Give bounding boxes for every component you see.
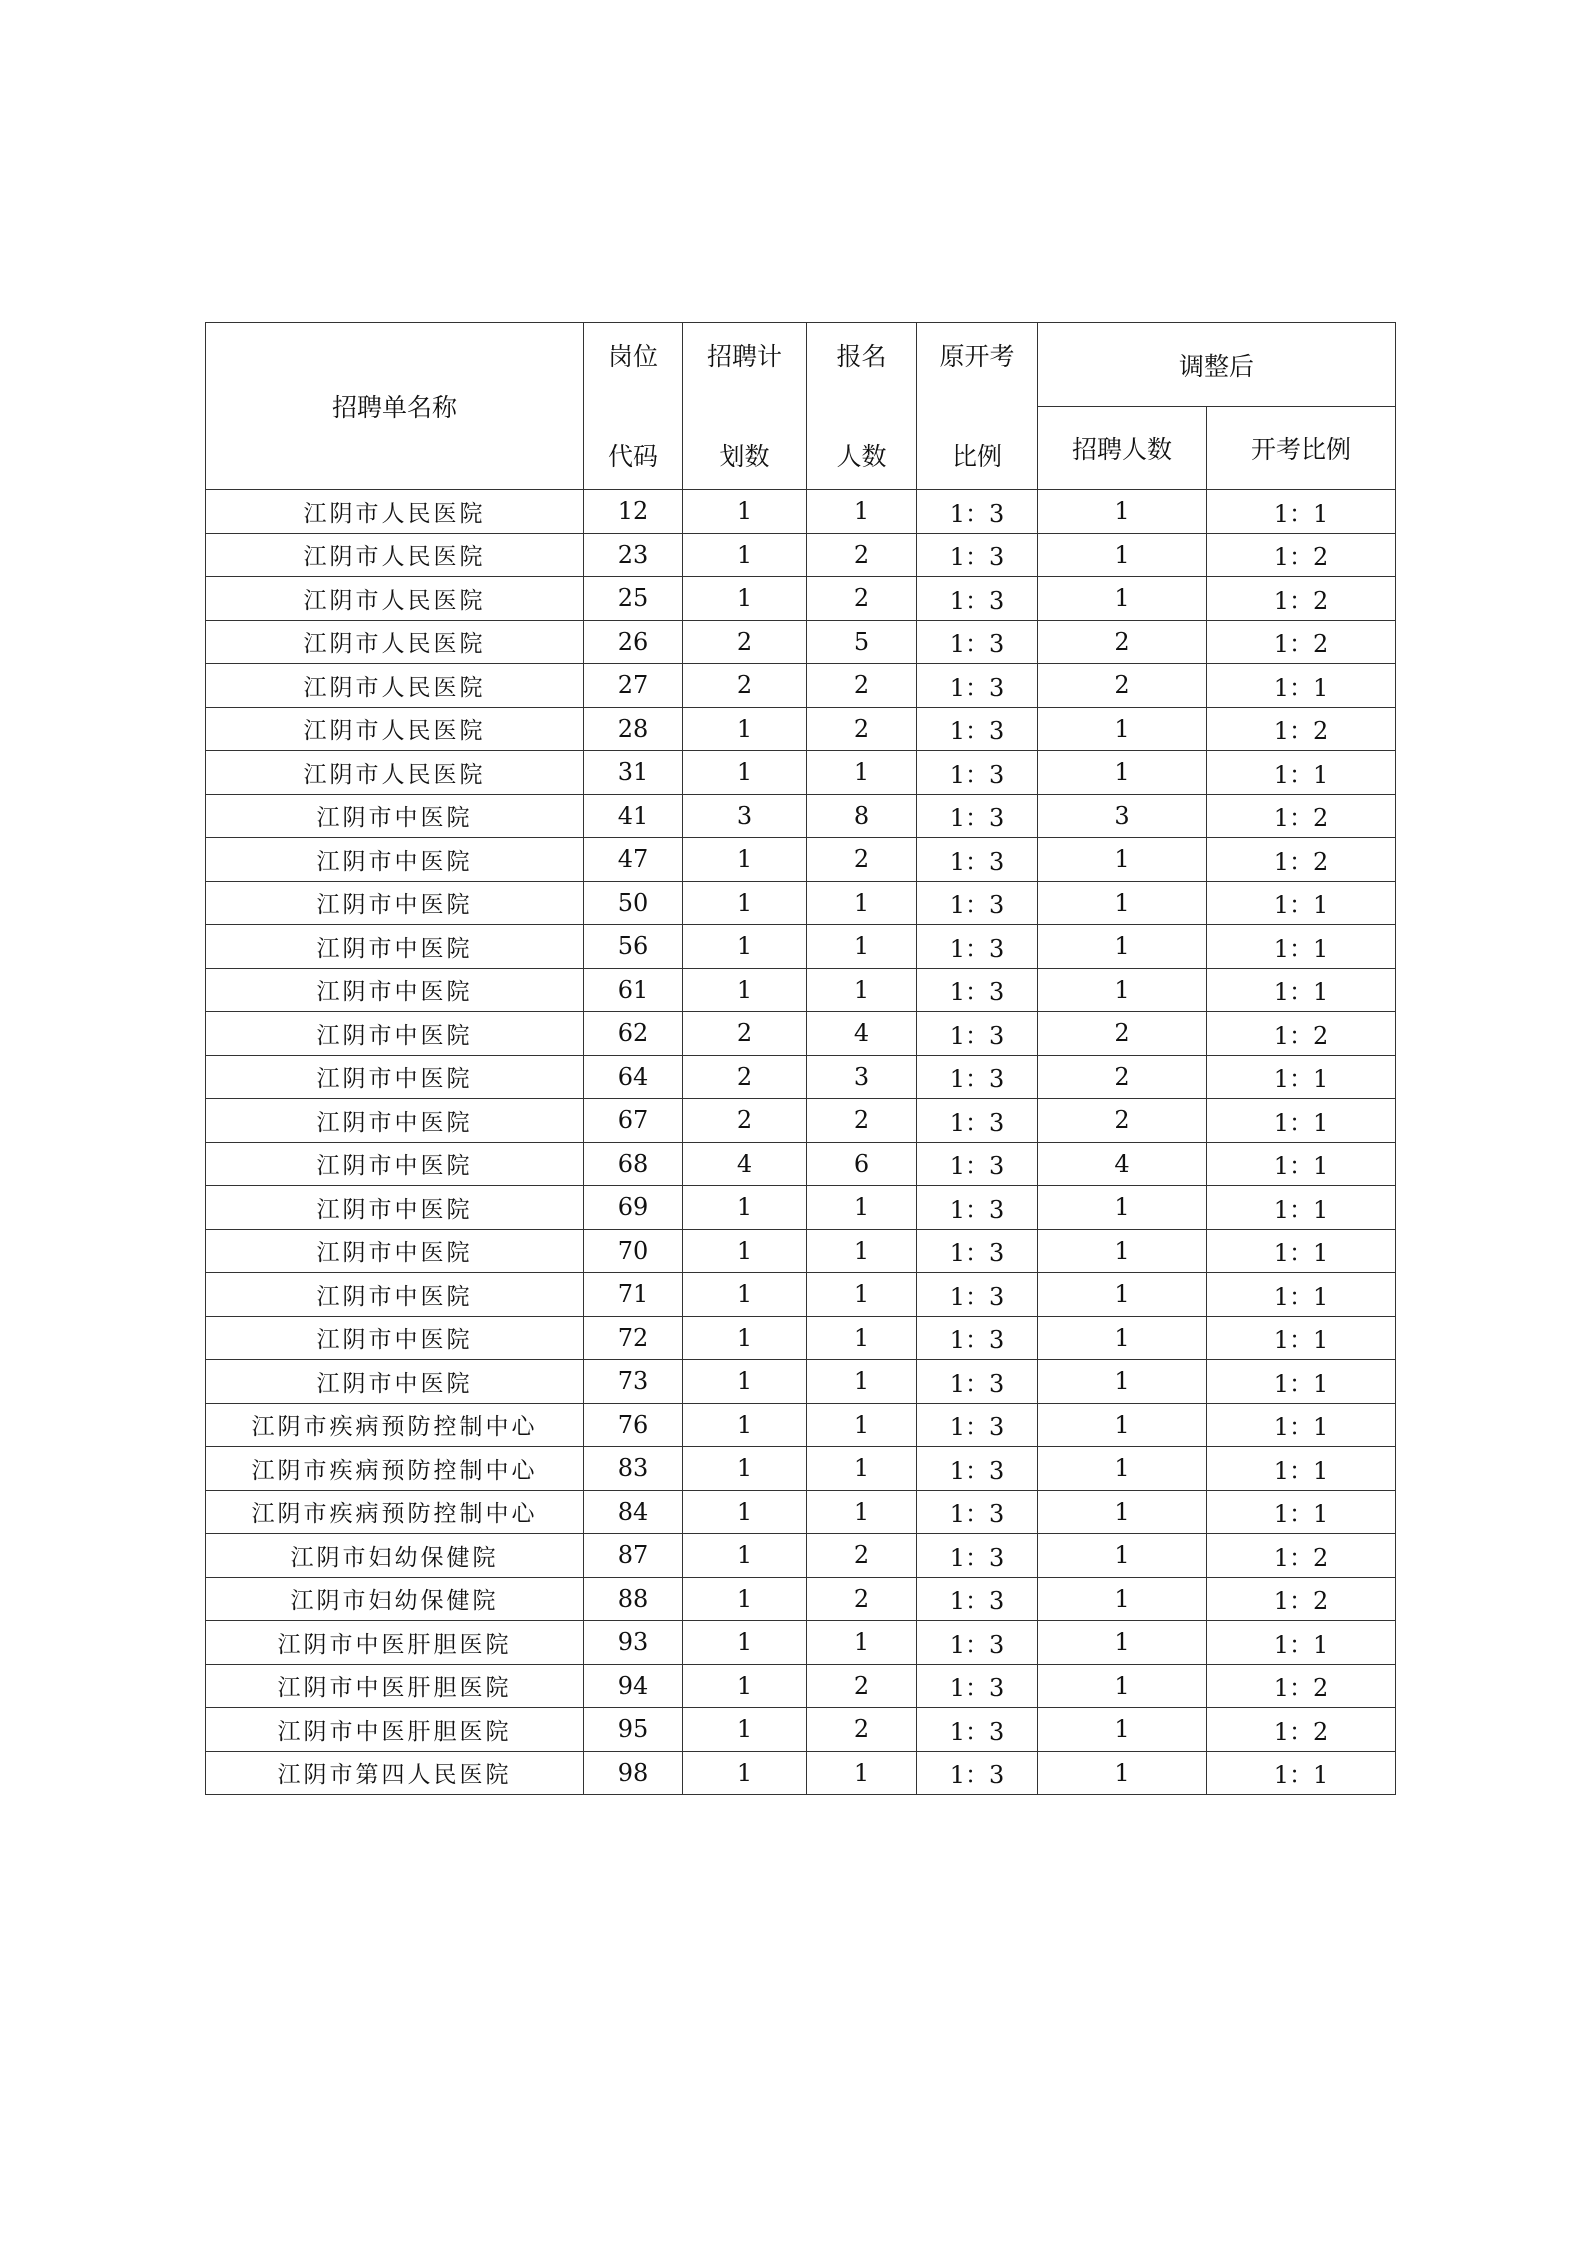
cell-plan: 1	[683, 1664, 807, 1708]
cell-original-ratio: 1：3	[917, 533, 1038, 577]
cell-adjusted-ratio: 1：1	[1207, 1751, 1396, 1795]
header-plan	[683, 323, 807, 490]
cell-original-ratio: 1：3	[917, 1099, 1038, 1143]
cell-adjusted-count: 1	[1038, 1708, 1207, 1752]
cell-plan: 2	[683, 1099, 807, 1143]
cell-applicants: 2	[807, 533, 917, 577]
cell-plan: 2	[683, 1055, 807, 1099]
table-row	[206, 707, 1396, 751]
cell-plan: 1	[683, 1490, 807, 1534]
cell-adjusted-count: 1	[1038, 1229, 1207, 1273]
table-row	[206, 1751, 1396, 1795]
cell-plan: 1	[683, 490, 807, 534]
table-row	[206, 1708, 1396, 1752]
header-adjusted: 调整后	[1038, 323, 1396, 407]
cell-adjusted-ratio: 1：2	[1207, 1664, 1396, 1708]
table-row	[206, 1490, 1396, 1534]
cell-adjusted-count: 1	[1038, 1186, 1207, 1230]
cell-adjusted-count: 1	[1038, 1490, 1207, 1534]
cell-original-ratio: 1：3	[917, 1664, 1038, 1708]
cell-adjusted-ratio: 1：1	[1207, 1142, 1396, 1186]
cell-post-code: 95	[584, 1708, 683, 1752]
cell-adjusted-count: 1	[1038, 1534, 1207, 1578]
cell-unit-name: 江阴市中医院	[206, 1099, 584, 1143]
header-applicants	[807, 323, 917, 490]
table-row	[206, 1577, 1396, 1621]
cell-post-code: 31	[584, 751, 683, 795]
table-row	[206, 1099, 1396, 1143]
cell-original-ratio: 1：3	[917, 794, 1038, 838]
cell-plan: 3	[683, 794, 807, 838]
cell-post-code: 61	[584, 968, 683, 1012]
cell-original-ratio: 1：3	[917, 1577, 1038, 1621]
cell-original-ratio: 1：3	[917, 1490, 1038, 1534]
cell-applicants: 1	[807, 1360, 917, 1404]
cell-plan: 1	[683, 1447, 807, 1491]
cell-applicants: 2	[807, 838, 917, 882]
cell-original-ratio: 1：3	[917, 1142, 1038, 1186]
cell-unit-name: 江阴市人民医院	[206, 620, 584, 664]
cell-post-code: 94	[584, 1664, 683, 1708]
cell-applicants: 1	[807, 490, 917, 534]
cell-plan: 4	[683, 1142, 807, 1186]
cell-unit-name: 江阴市中医院	[206, 1229, 584, 1273]
cell-original-ratio: 1：3	[917, 1186, 1038, 1230]
cell-original-ratio: 1：3	[917, 490, 1038, 534]
cell-plan: 2	[683, 1012, 807, 1056]
cell-plan: 1	[683, 751, 807, 795]
cell-adjusted-ratio: 1：1	[1207, 1403, 1396, 1447]
table-row	[206, 1186, 1396, 1230]
cell-post-code: 41	[584, 794, 683, 838]
cell-applicants: 2	[807, 1534, 917, 1578]
cell-adjusted-count: 1	[1038, 1621, 1207, 1665]
cell-post-code: 72	[584, 1316, 683, 1360]
header-unit-name: 招聘单名称	[206, 323, 584, 490]
cell-original-ratio: 1：3	[917, 751, 1038, 795]
cell-adjusted-count: 1	[1038, 1273, 1207, 1317]
cell-adjusted-count: 2	[1038, 664, 1207, 708]
cell-applicants: 1	[807, 925, 917, 969]
cell-adjusted-ratio: 1：1	[1207, 1055, 1396, 1099]
cell-unit-name: 江阴市中医院	[206, 1186, 584, 1230]
table-row	[206, 968, 1396, 1012]
table-row	[206, 751, 1396, 795]
cell-adjusted-count: 1	[1038, 751, 1207, 795]
cell-plan: 1	[683, 1708, 807, 1752]
table-row	[206, 664, 1396, 708]
cell-post-code: 76	[584, 1403, 683, 1447]
cell-adjusted-count: 1	[1038, 1360, 1207, 1404]
cell-plan: 1	[683, 707, 807, 751]
cell-unit-name: 江阴市人民医院	[206, 490, 584, 534]
table-row	[206, 1316, 1396, 1360]
cell-applicants: 1	[807, 1186, 917, 1230]
table-row	[206, 881, 1396, 925]
cell-applicants: 2	[807, 577, 917, 621]
cell-adjusted-ratio: 1：1	[1207, 1099, 1396, 1143]
cell-applicants: 1	[807, 1229, 917, 1273]
cell-original-ratio: 1：3	[917, 1751, 1038, 1795]
cell-unit-name: 江阴市中医院	[206, 968, 584, 1012]
table-row	[206, 1403, 1396, 1447]
cell-adjusted-count: 1	[1038, 1751, 1207, 1795]
cell-plan: 2	[683, 664, 807, 708]
cell-unit-name: 江阴市中医院	[206, 881, 584, 925]
cell-adjusted-count: 1	[1038, 1664, 1207, 1708]
cell-applicants: 2	[807, 1577, 917, 1621]
cell-adjusted-ratio: 1：1	[1207, 1186, 1396, 1230]
cell-unit-name: 江阴市中医院	[206, 794, 584, 838]
cell-plan: 1	[683, 881, 807, 925]
cell-plan: 2	[683, 620, 807, 664]
cell-adjusted-count: 4	[1038, 1142, 1207, 1186]
cell-plan: 1	[683, 1273, 807, 1317]
header-plan-line2: 划数	[719, 441, 770, 471]
cell-post-code: 70	[584, 1229, 683, 1273]
cell-adjusted-count: 2	[1038, 1055, 1207, 1099]
cell-unit-name: 江阴市中医院	[206, 1360, 584, 1404]
cell-post-code: 56	[584, 925, 683, 969]
header-applicants-line2: 人数	[836, 441, 887, 471]
cell-adjusted-ratio: 1：1	[1207, 1316, 1396, 1360]
cell-original-ratio: 1：3	[917, 577, 1038, 621]
cell-applicants: 2	[807, 707, 917, 751]
cell-unit-name: 江阴市第四人民医院	[206, 1751, 584, 1795]
cell-post-code: 93	[584, 1621, 683, 1665]
cell-post-code: 26	[584, 620, 683, 664]
cell-original-ratio: 1：3	[917, 1403, 1038, 1447]
cell-plan: 1	[683, 1229, 807, 1273]
cell-unit-name: 江阴市人民医院	[206, 533, 584, 577]
cell-adjusted-count: 1	[1038, 1403, 1207, 1447]
cell-adjusted-ratio: 1：2	[1207, 577, 1396, 621]
header-original-ratio	[917, 323, 1038, 490]
table-row	[206, 925, 1396, 969]
cell-adjusted-count: 3	[1038, 794, 1207, 838]
cell-applicants: 6	[807, 1142, 917, 1186]
cell-post-code: 47	[584, 838, 683, 882]
table-row	[206, 620, 1396, 664]
cell-adjusted-ratio: 1：2	[1207, 838, 1396, 882]
header-plan-line1: 招聘计	[706, 341, 782, 371]
cell-adjusted-ratio: 1：1	[1207, 1490, 1396, 1534]
cell-applicants: 8	[807, 794, 917, 838]
cell-unit-name: 江阴市疾病预防控制中心	[206, 1447, 584, 1491]
cell-applicants: 1	[807, 968, 917, 1012]
cell-adjusted-ratio: 1：2	[1207, 1012, 1396, 1056]
cell-plan: 1	[683, 577, 807, 621]
cell-original-ratio: 1：3	[917, 1012, 1038, 1056]
cell-adjusted-count: 1	[1038, 707, 1207, 751]
cell-adjusted-ratio: 1：1	[1207, 490, 1396, 534]
cell-unit-name: 江阴市人民医院	[206, 664, 584, 708]
cell-unit-name: 江阴市中医院	[206, 838, 584, 882]
cell-plan: 1	[683, 1403, 807, 1447]
cell-adjusted-ratio: 1：1	[1207, 925, 1396, 969]
cell-post-code: 67	[584, 1099, 683, 1143]
cell-original-ratio: 1：3	[917, 1360, 1038, 1404]
cell-adjusted-ratio: 1：2	[1207, 533, 1396, 577]
cell-applicants: 2	[807, 664, 917, 708]
cell-applicants: 1	[807, 1273, 917, 1317]
header-original-ratio-line1: 原开考	[939, 341, 1015, 371]
cell-post-code: 73	[584, 1360, 683, 1404]
cell-unit-name: 江阴市中医院	[206, 925, 584, 969]
cell-plan: 1	[683, 838, 807, 882]
cell-adjusted-count: 1	[1038, 968, 1207, 1012]
cell-adjusted-count: 1	[1038, 577, 1207, 621]
cell-original-ratio: 1：3	[917, 1055, 1038, 1099]
header-original-ratio-line2: 比例	[951, 441, 1002, 471]
cell-post-code: 98	[584, 1751, 683, 1795]
cell-unit-name: 江阴市中医院	[206, 1012, 584, 1056]
header-applicants-line1: 报名	[836, 341, 887, 371]
cell-unit-name: 江阴市中医院	[206, 1316, 584, 1360]
cell-adjusted-ratio: 1：2	[1207, 620, 1396, 664]
cell-unit-name: 江阴市中医院	[206, 1055, 584, 1099]
cell-applicants: 1	[807, 1490, 917, 1534]
cell-original-ratio: 1：3	[917, 1708, 1038, 1752]
cell-post-code: 27	[584, 664, 683, 708]
cell-adjusted-ratio: 1：1	[1207, 1447, 1396, 1491]
header-post-code-line2: 代码	[607, 441, 658, 471]
table-row	[206, 1012, 1396, 1056]
table-row	[206, 1621, 1396, 1665]
header-post-code-line1: 岗位	[607, 341, 658, 371]
cell-applicants: 1	[807, 751, 917, 795]
cell-plan: 1	[683, 1360, 807, 1404]
cell-unit-name: 江阴市人民医院	[206, 707, 584, 751]
cell-post-code: 84	[584, 1490, 683, 1534]
table-row	[206, 1055, 1396, 1099]
cell-original-ratio: 1：3	[917, 968, 1038, 1012]
cell-post-code: 50	[584, 881, 683, 925]
cell-post-code: 68	[584, 1142, 683, 1186]
cell-original-ratio: 1：3	[917, 1447, 1038, 1491]
cell-applicants: 2	[807, 1664, 917, 1708]
cell-adjusted-count: 1	[1038, 1316, 1207, 1360]
cell-adjusted-count: 1	[1038, 1447, 1207, 1491]
cell-applicants: 1	[807, 1447, 917, 1491]
cell-original-ratio: 1：3	[917, 925, 1038, 969]
cell-applicants: 2	[807, 1099, 917, 1143]
cell-plan: 1	[683, 1577, 807, 1621]
cell-adjusted-ratio: 1：2	[1207, 707, 1396, 751]
cell-applicants: 3	[807, 1055, 917, 1099]
cell-adjusted-count: 1	[1038, 490, 1207, 534]
cell-plan: 1	[683, 1316, 807, 1360]
cell-unit-name: 江阴市人民医院	[206, 577, 584, 621]
cell-unit-name: 江阴市妇幼保健院	[206, 1534, 584, 1578]
table-row	[206, 1229, 1396, 1273]
cell-post-code: 64	[584, 1055, 683, 1099]
cell-adjusted-ratio: 1：1	[1207, 1360, 1396, 1404]
cell-unit-name: 江阴市中医院	[206, 1273, 584, 1317]
cell-post-code: 28	[584, 707, 683, 751]
cell-adjusted-count: 1	[1038, 925, 1207, 969]
cell-original-ratio: 1：3	[917, 1534, 1038, 1578]
cell-adjusted-ratio: 1：1	[1207, 968, 1396, 1012]
header-adjusted-ratio: 开考比例	[1207, 407, 1396, 490]
cell-applicants: 1	[807, 1621, 917, 1665]
table-row	[206, 1447, 1396, 1491]
cell-applicants: 1	[807, 881, 917, 925]
table-row	[206, 533, 1396, 577]
cell-plan: 1	[683, 925, 807, 969]
cell-post-code: 88	[584, 1577, 683, 1621]
cell-unit-name: 江阴市人民医院	[206, 751, 584, 795]
table-row	[206, 577, 1396, 621]
cell-original-ratio: 1：3	[917, 1229, 1038, 1273]
cell-original-ratio: 1：3	[917, 620, 1038, 664]
table-row	[206, 838, 1396, 882]
cell-unit-name: 江阴市中医肝胆医院	[206, 1621, 584, 1665]
cell-plan: 1	[683, 1621, 807, 1665]
cell-adjusted-count: 2	[1038, 620, 1207, 664]
cell-original-ratio: 1：3	[917, 1316, 1038, 1360]
cell-unit-name: 江阴市妇幼保健院	[206, 1577, 584, 1621]
cell-applicants: 5	[807, 620, 917, 664]
cell-adjusted-count: 1	[1038, 881, 1207, 925]
cell-unit-name: 江阴市疾病预防控制中心	[206, 1490, 584, 1534]
header-adjusted-count: 招聘人数	[1038, 407, 1207, 490]
cell-adjusted-count: 2	[1038, 1012, 1207, 1056]
table-row	[206, 1534, 1396, 1578]
cell-original-ratio: 1：3	[917, 838, 1038, 882]
cell-plan: 1	[683, 968, 807, 1012]
cell-adjusted-count: 1	[1038, 838, 1207, 882]
cell-original-ratio: 1：3	[917, 664, 1038, 708]
table-row	[206, 1142, 1396, 1186]
header-post-code	[584, 323, 683, 490]
cell-adjusted-count: 2	[1038, 1099, 1207, 1143]
cell-post-code: 12	[584, 490, 683, 534]
cell-adjusted-ratio: 1：1	[1207, 1229, 1396, 1273]
table-row	[206, 1360, 1396, 1404]
cell-original-ratio: 1：3	[917, 707, 1038, 751]
cell-post-code: 25	[584, 577, 683, 621]
cell-plan: 1	[683, 1534, 807, 1578]
cell-original-ratio: 1：3	[917, 1273, 1038, 1317]
table-row	[206, 1664, 1396, 1708]
table-body	[206, 490, 1396, 1795]
cell-adjusted-ratio: 1：2	[1207, 1534, 1396, 1578]
table-row	[206, 1273, 1396, 1317]
cell-plan: 1	[683, 1751, 807, 1795]
cell-unit-name: 江阴市中医肝胆医院	[206, 1708, 584, 1752]
cell-unit-name: 江阴市中医院	[206, 1142, 584, 1186]
cell-post-code: 69	[584, 1186, 683, 1230]
cell-plan: 1	[683, 533, 807, 577]
table-row	[206, 794, 1396, 838]
cell-adjusted-ratio: 1：1	[1207, 1621, 1396, 1665]
cell-post-code: 83	[584, 1447, 683, 1491]
cell-original-ratio: 1：3	[917, 881, 1038, 925]
cell-post-code: 62	[584, 1012, 683, 1056]
table-row	[206, 490, 1396, 534]
cell-adjusted-ratio: 1：2	[1207, 1577, 1396, 1621]
cell-unit-name: 江阴市中医肝胆医院	[206, 1664, 584, 1708]
recruitment-adjustment-table	[205, 322, 1396, 1795]
cell-post-code: 71	[584, 1273, 683, 1317]
cell-adjusted-ratio: 1：2	[1207, 794, 1396, 838]
cell-applicants: 1	[807, 1751, 917, 1795]
cell-unit-name: 江阴市疾病预防控制中心	[206, 1403, 584, 1447]
cell-applicants: 2	[807, 1708, 917, 1752]
cell-adjusted-count: 1	[1038, 1577, 1207, 1621]
cell-post-code: 87	[584, 1534, 683, 1578]
cell-adjusted-ratio: 1：1	[1207, 664, 1396, 708]
cell-applicants: 4	[807, 1012, 917, 1056]
table-header	[206, 323, 1396, 490]
cell-adjusted-ratio: 1：2	[1207, 1708, 1396, 1752]
cell-original-ratio: 1：3	[917, 1621, 1038, 1665]
cell-adjusted-ratio: 1：1	[1207, 751, 1396, 795]
cell-plan: 1	[683, 1186, 807, 1230]
cell-adjusted-ratio: 1：1	[1207, 1273, 1396, 1317]
cell-applicants: 1	[807, 1316, 917, 1360]
cell-adjusted-count: 1	[1038, 533, 1207, 577]
cell-post-code: 23	[584, 533, 683, 577]
cell-applicants: 1	[807, 1403, 917, 1447]
cell-adjusted-ratio: 1：1	[1207, 881, 1396, 925]
